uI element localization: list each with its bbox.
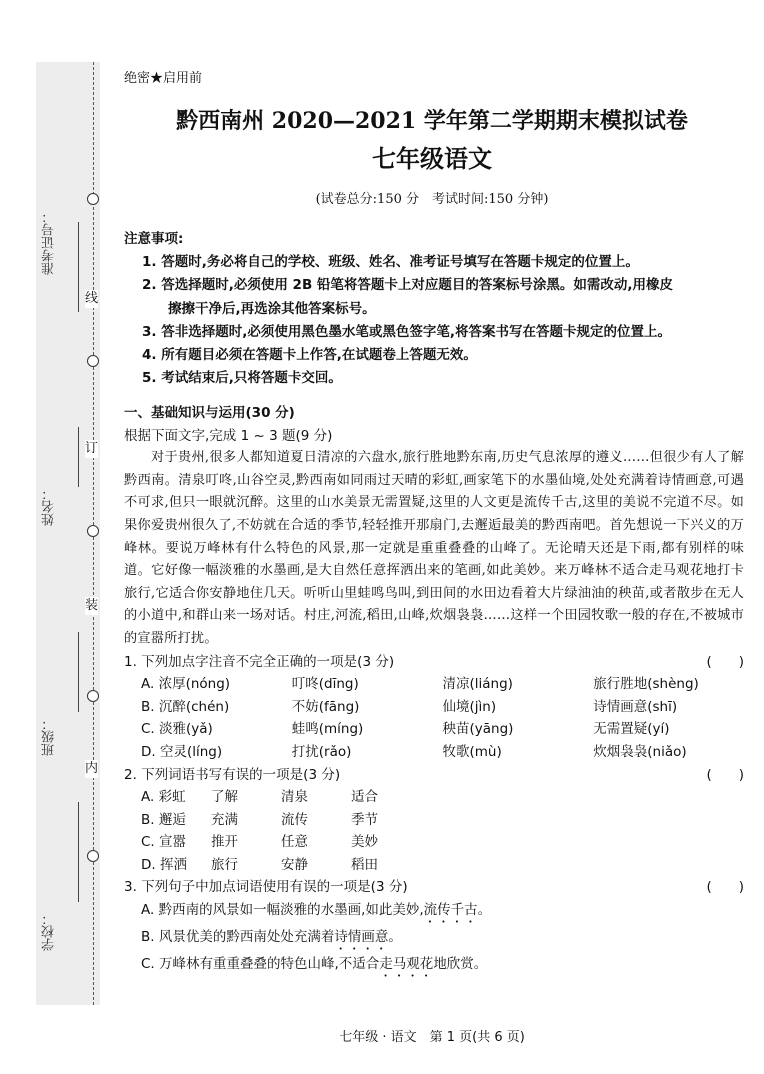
question-stem: 2. 下列词语书写有误的一项是(3 分) (124, 766, 341, 783)
question-3 (124, 876, 744, 899)
option-a3: 清凉(liáng) (442, 676, 513, 693)
option-c1: C. 宣嚣 (141, 834, 187, 851)
question-1 (124, 651, 744, 674)
option-text: A. 黔西南的风景如一幅淡雅的水墨画,如此美妙, (141, 902, 424, 919)
option-text: 。 (477, 902, 492, 919)
dotted-phrase: 诗情画意 (334, 929, 389, 946)
option-d3: 安静 (281, 856, 308, 873)
option-text: B. 风景优美的黔西南处处充满着 (141, 929, 335, 946)
answer-paren: ( ) (706, 879, 744, 896)
option-row (124, 718, 744, 741)
option-d4: 炊烟袅袅(niǎo) (593, 743, 687, 760)
cut-char-zhuang: 装 (85, 598, 99, 613)
exam-no-label: 准考证号： (42, 210, 57, 275)
notice-block (124, 228, 744, 390)
option-c1: C. 淡雅(yǎ) (141, 721, 213, 738)
option-row (124, 854, 744, 877)
option-a4: 旅行胜地(shèng) (593, 676, 699, 693)
option-a2: 叮咚(dīng) (291, 676, 359, 693)
option-b (124, 926, 744, 953)
binding-hole (87, 355, 99, 367)
notice-item-cont: 擦擦干净后,再选涂其他答案标号。 (168, 300, 376, 317)
answer-paren: ( ) (706, 653, 744, 670)
option-b1: B. 沉醉(chén) (141, 698, 230, 715)
option-a2: 了解 (211, 789, 238, 806)
option-b4: 诗情画意(shī) (593, 698, 678, 715)
option-a (124, 899, 744, 926)
option-c2: 推开 (211, 834, 238, 851)
name-label: 姓名： (42, 487, 57, 526)
option-b3: 流传 (281, 811, 308, 828)
notice-item: 5. 考试结束后,只将答题卡交回。 (142, 370, 342, 387)
binding-hole (87, 850, 99, 862)
option-d2: 旅行 (211, 856, 238, 873)
cut-char-xian: 线 (85, 291, 99, 306)
option-text: 地欣赏。 (433, 956, 488, 973)
notice-item: 1. 答题时,务必将自己的学校、班级、姓名、准考证号填写在答题卡规定的位置上。 (142, 254, 639, 271)
exam-no-line (78, 222, 80, 312)
answer-paren: ( ) (706, 766, 744, 783)
option-c3: 任意 (281, 834, 308, 851)
cut-char-ding: 订 (85, 441, 99, 456)
dotted-phrase: 流传千古 (423, 902, 478, 919)
option-c2: 蛙鸣(míng) (291, 721, 364, 738)
section-heading: 一、基础知识与运用(30 分) (124, 405, 295, 421)
option-text: 。 (388, 929, 402, 946)
name-line (78, 427, 80, 487)
option-c4: 美妙 (351, 834, 378, 851)
question-stem: 3. 下列句子中加点词语使用有误的一项是(3 分) (124, 879, 408, 896)
option-d2: 打扰(rǎo) (291, 743, 352, 760)
notice-item: 4. 所有题目必须在答题卡上作答,在试题卷上答题无效。 (142, 347, 477, 364)
class-label: 班级： (42, 717, 57, 756)
option-row (124, 786, 744, 809)
notice-item: 2. 答选择题时,必须使用 2B 铅笔将答题卡上对应题目的答案标号涂黑。如需改动,用橡皮 (142, 277, 674, 294)
option-row (124, 831, 744, 854)
option-b1: B. 邂逅 (141, 811, 186, 828)
section-1 (124, 402, 744, 980)
option-d1: D. 挥洒 (141, 856, 187, 873)
confidential-mark: 绝密★启用前 (124, 71, 203, 86)
option-b2: 充满 (211, 811, 238, 828)
exam-meta: (试卷总分:150 分 考试时间:150 分钟) (315, 192, 549, 207)
cut-char-nei: 内 (85, 761, 99, 776)
option-a1: A. 彩虹 (141, 789, 186, 806)
school-line (78, 802, 80, 902)
option-b3: 仙境(jìn) (442, 698, 497, 715)
binding-hole (87, 525, 99, 537)
option-row (124, 809, 744, 832)
option-d1: D. 空灵(líng) (141, 743, 223, 760)
option-c4: 无需置疑(yí) (593, 721, 670, 738)
option-a1: A. 浓厚(nóng) (141, 676, 231, 693)
option-b2: 不妨(fāng) (291, 698, 360, 715)
option-row (124, 741, 744, 764)
option-d4: 稻田 (351, 856, 378, 873)
school-label: 学校： (42, 912, 57, 951)
exam-title: 黔西南州 2020—2021 学年第二学期期末模拟试卷 (176, 108, 688, 134)
option-a3: 清泉 (281, 789, 308, 806)
reading-passage: 对于贵州,很多人都知道夏日清凉的六盘水,旅行胜地黔东南,历史气息浓厚的遵义……但很少有人了解黔西南。清泉叮咚,山谷空灵,黔西南如同雨过天晴的彩虹,画家笔下的水墨仙境,处处充满着诗情画意,可遇不可求,但只一眼就沉醉。这里的山水美景无需置疑,这里的人文更是流传千古,这里的美说不完道不尽。如果你爱贵州很久了,不妨就在合适的季节,轻轻推开那扇门,去邂逅最美的黔西南吧。首先想说一下兴义的万峰林。要说万峰林有什么特色的风景,那一定就是重重叠叠的山峰了。无论晴天还是下雨,都有别样的味道。它好像一幅淡雅的水墨画,是大自然任意挥洒出来的笔画,如此美妙。来万峰林不适合走马观花地打卡旅行,它适合你安静地住几天。听听山里蛙鸣鸟叫,到田间的水田边看着大片绿油油的秧苗,或者散步在无人的小道中,和群山来一场对话。村庄,河流,稻田,山峰,炊烟袅袅……这样一个田园牧歌一般的存在,不被城市的宣嚣所打扰。 (124, 450, 744, 646)
option-c (124, 953, 744, 980)
notice-heading: 注意事项: (124, 231, 184, 247)
dotted-phrase: 走马观花 (379, 956, 434, 973)
question-stem: 1. 下列加点字注音不完全正确的一项是(3 分) (124, 653, 395, 670)
section-instruction: 根据下面文字,完成 1 ~ 3 题(9 分) (124, 427, 333, 444)
option-row (124, 696, 744, 719)
option-c3: 秧苗(yāng) (442, 721, 514, 738)
option-row (124, 673, 744, 696)
binding-hole (87, 690, 99, 702)
page-footer: 七年级 · 语文 第 1 页(共 6 页) (339, 1030, 525, 1045)
option-text: C. 万峰林有重重叠叠的特色山峰,不适合 (141, 956, 380, 973)
notice-item: 3. 答非选择题时,必须使用黑色墨水笔或黑色签字笔,将答案书写在答题卡规定的位置上。 (142, 323, 671, 340)
class-line (78, 632, 80, 712)
option-d3: 牧歌(mù) (442, 743, 502, 760)
question-2 (124, 764, 744, 787)
exam-subject: 七年级语文 (372, 144, 492, 173)
option-a4: 适合 (351, 789, 378, 806)
option-b4: 季节 (351, 811, 378, 828)
